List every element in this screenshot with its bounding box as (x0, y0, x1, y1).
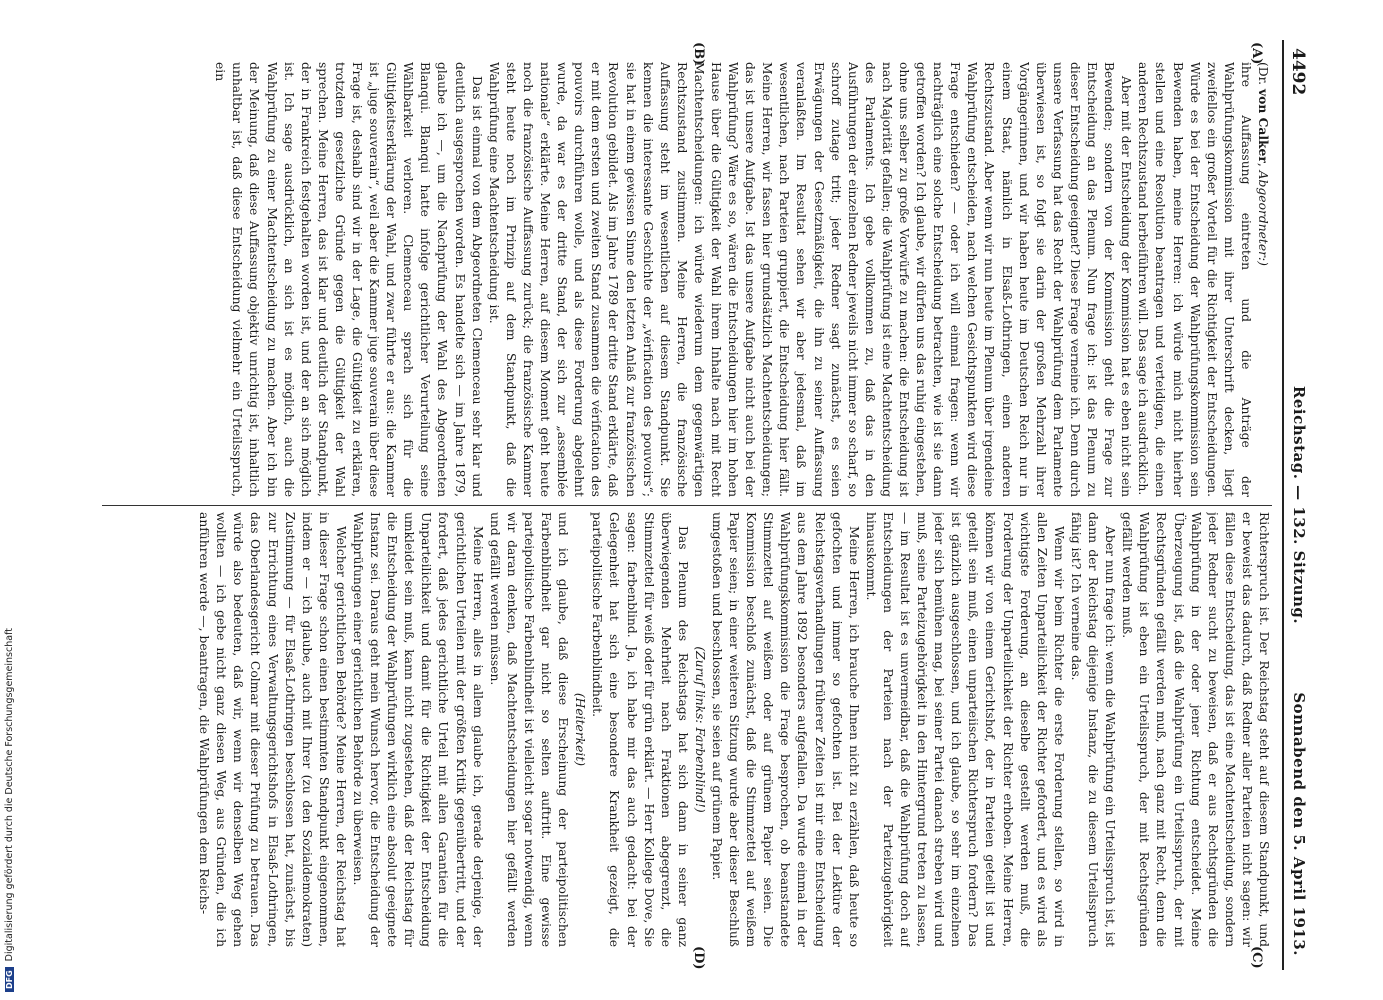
paragraph: Wenn wir beim Richter die erste Forderung stellen, so wird in allen Zeiten Unparteilichkeit der Richter gefordert, und es wird als wichtigste Forderung, an dieselbe gestellt werden muß, die Forderung der Unparteilichkeit der Richter erhoben. Meine Herren, können wir von einem Gerichtshof, der in Parteien geteilt ist und geteilt sein muß, einen unparteiischen Richterspruch fordern? Das ist gänzlich ausgeschlossen, und ich glaube, so sehr im einzelnen jeder sich bemühen mag, bei seiner Partei danach streben wird und muß, seine Parteizugehörigkeit in den Hintergrund treten zu lassen, — im Resultat ist es unvermeidbar, daß die Wahlprüfung doch auf Entscheidungen der Parteien nach der Parteizugehörigkeit hinauskommt. (863, 512, 1066, 947)
margin-mark-c: (C) (1249, 946, 1264, 969)
interjection: (Heiterkeit) (573, 692, 588, 767)
header-rule (1282, 40, 1284, 970)
paragraph: Meine Herren, ich brauche Ihnen nicht zu erzählen, daß heute so gefochten und immer so gefochten ist. Bei der Lektüre der Reichstagsverhandlungen früherer Zeiten ist mir eine Entscheidung aus dem Jahre 1892 besonders aufgefallen. Da wurde einmal in der Wahlprüfungskommission die Frage besprochen, ob beanstandete Stimmzettel auf weißem oder auf grünem Papier seien. Die Kommission beschloß zunächst, daß die Stimmzettel auf weißem Papier seien; in einer weiteren Sitzung wurde aber dieser Beschluß umgestoßen und beschlossen, sie seien auf grünem Papier. (710, 512, 861, 947)
paragraph: Meine Herren, alles in allem glaube ich, gerade derjenige, der gerichtlichen Urteilen mit der größten Kritik gegenübertritt, und der fordert, daß jedes gerichtliche Urteil mit allen Garantien für die Unparteilichkeit und damit für die Richtigkeit der Entscheidung umkleidet sein muß, kann nicht zugestehen, daß der Reichstag für die Entscheidung der Wahlprüfungen wirklich eine absolut geeignete Instanz sei. Daraus geht mein Wunsch hervor, die Entscheidung der Wahlprüfungen einer gerichtlichen Behörde zu überweisen. (351, 512, 485, 947)
credit-text: Digitalisierung gefördert durch die Deutsche Forschungsgemeinschaft (4, 628, 15, 962)
header-date: Sonnabend den 5. April 1913. (1290, 692, 1308, 956)
paragraph: Aber nun frage ich: wenn die Wahlprüfung ein Urteilsspruch ist, ist dann der Reichstag diejenige Instanz, die zu diesem Urteilsspruch fähig ist? Ich verneine das. (1068, 512, 1118, 947)
speaker-prefix: (Dr. (1256, 62, 1270, 86)
header-session-title: Reichstag. — 132. Sitzung. (1290, 385, 1308, 625)
digitization-credit (4, 92, 18, 992)
page-header (1282, 40, 1316, 970)
column-divider (102, 505, 1272, 506)
margin-mark-a: (A) (1249, 42, 1264, 65)
speaker-role: Abgeordneter:) (1256, 170, 1270, 266)
paragraph: und ich glaube, daß diese Erscheinung der parteipolitischen Farbenblindheit gar nicht so selten auftritt. Eine gewisse parteipolitische Farbenblindheit ist vielleicht sogar notwendig, wenn wir daran denken, daß Machtentscheidungen hier gefällt werden und gefällt werden müssen. (487, 512, 571, 947)
right-text-column (102, 512, 1272, 947)
margin-mark-b: (B) (691, 42, 706, 66)
paragraph: Das ist einmal von dem Abgeordneten Clemenceau sehr klar und deutlich ausgesprochen worden. Es handelte sich — im Jahre 1879, glaube ich —, um die Nachprüfung der Wahl des Abgeordneten Blanqui. Blanqui hatte infolge gerichtlicher Verurteilung seine Wählbarkeit verloren. Clemenceau sprach sich für die Gültigkeitserklärung der Wahl, und zwar führte er aus: die Kammer ist „juge souverain“, weil aber die Kammer juge souverain über diese Frage ist, deshalb sind wir in der Lage, die Gültigkeit zu erklären, trotzdem gesetzliche Gründe gegen die Gültigkeit der Wahl sprechen. Meine Herren, das ist klar und deutlich der Standpunkt, der in Frankreich festgehalten worden ist, und der an sich möglich ist. Ich sage ausdrücklich, an sich ist es möglich, auch die Wahlprüfung zu einer Machtentscheidung zu machen. Aber ich bin der Meinung, daß diese Auffassung objektiv unrichtig ist, inhaltlich unhaltbar ist, daß diese Entscheidung vielmehr ein Urteilsspruch, ein (213, 62, 484, 497)
paragraph: Welcher gerichtlichen Behörde? Meine Herren, der Reichstag hat in dieser Frage schon einen bestimmten Standpunkt eingenommen, indem er — ich glaube, auch mit Ihrer (zu den Sozialdemokraten) Zustimmung — für Elsaß-Lothringen beschlossen hat, zunächst, bis zur Errichtung eines Verwaltungsgerichtshofs in Elsaß-Lothringen, das Oberlandesgericht Colmar mit dieser Prüfung zu betrauen. Das würde also bedeuten, daß wir, wenn wir denselben Weg gehen wollten — ich gebe nicht ganz diesen Weg, aus Gründen, die ich anführen werde —, beantragen, die Wahlprüfungen dem Reichs- (197, 512, 348, 947)
left-text-column (102, 62, 1272, 497)
interjection: (Zuruf links: Farbenblind!) (692, 646, 707, 813)
paragraph: ihre Auffassung eintreten und die Anträge der Wahlprüfungskommission mit ihrer Unterschrift decken, liegt zweifellos ein großer Vorteil für die Richtigkeit der Entscheidungen. Würde es bei der Entscheidung der Wahlprüfungskommission sein Bewenden haben, meine Herren: ich würde mich nicht hierher stellen und eine Resolution beantragen und verteidigen, die einen anderen Rechtszustand herbeiführen will. Das sage ich ausdrücklich. (1136, 62, 1253, 497)
page-number: 4492 (1288, 48, 1308, 96)
paragraph: Das Plenum des Reichstags hat sich dann in seiner ganz überwiegenden Mehrheit nach Fraktionen abgegrenzt, die Stimmzettel für weiß oder für grün erklärt. — Herr Kollege Dove, Sie sagen: farbenblind. Ja, ich habe mir das auch gedacht: bei der Gelegenheit hat sich eine besondere Krankheit gezeigt, die parteipolitische Farbenblindheit. (590, 512, 690, 947)
margin-mark-d: (D) (691, 946, 706, 970)
dfg-logo: DFG (5, 967, 14, 992)
rotated-newspaper-page (76, 40, 1316, 970)
speaker-line: (Dr. von Calker, Abgeordneter:) (1256, 62, 1271, 266)
speaker-name: von Calker (1256, 89, 1271, 163)
paragraph: Aber mit der Entscheidung der Kommission hat es eben nicht sein Bewenden; sondern von der Kommission geht die Frage zur Entscheidung an das Plenum. Nun frage ich: ist das Plenum zu dieser Entscheidung geeignet? Diese Frage verneine ich. Denn durch unsere Verfassung hat das Recht der Wahlprüfung dem Parlamente überwiesen ist, so folgt sie darin der großen Mehrzahl ihrer Vorgängerinnen, und wir haben heute im Deutschen Reich nur in einem Staat, nämlich in Elsaß-Lothringen, einen anderen Rechtszustand. Aber wenn wir nun heute im Plenum über irgendeine Wahlprüfung entscheiden, nach welchen Gesichtspunkten wird diese Frage entschieden? — oder ich will einmal fragen: wenn wir nachträglich eine solche Entscheidung betrachten, wie ist sie dann getroffen worden? Ich glaube, wir dürfen uns das ruhig eingestehen, ohne uns selber zu große Vorwürfe zu machen: die Entscheidung ist nach Majorität gefallen; die Wahlprüfung ist eine Machtentscheidung des Parlaments. Ich gebe vollkommen zu, daß das in den Ausführungen der einzelnen Redner jeweils nicht immer so scharf, so schroff zutage tritt; jeder Redner sagt zunächst, es seien Erwägungen der Gesetzmäßigkeit, die ihn zu seiner Auffassung veranlaßten. Im Resultat sehen wir aber jedesmal, daß im wesentlichen, nach Parteien gruppiert, die Entscheidung hier fällt. Meine Herren, wir fassen hier grundsätzlich Machtentscheidungen; das ist unsere Aufgabe. Ist das unsere Aufgabe nicht auch bei der Wahlprüfung? Wäre es so, wären die Entscheidungen hier im hohen Hause über die Gültigkeit der Wahl ihrem Inhalte nach mit Recht Machtentscheidungen: ich würde wiederum dem gegenwärtigen Rechtszustand zustimmen. Meine Herren, die französische Auffassung steht im wesentlichen auf diesem Standpunkt. Sie kennen die interessante Geschichte der „vérification des pouvoirs“; sie hat in einem gewissen Sinne den letzten Anlaß zur französischen Revolution gebildet. Als im Jahre 1789 der dritte Stand erklärte, daß er mit dem ersten und zweiten Stand zusammen die vérification des pouvoirs durchführen wolle, und als diese Forderung abgelehnt wurde, da war es der dritte Stand, der sich zur „assemblée nationale“ erklärte. Meine Herren, auf diesem Moment geht heute noch die französische Auffassung zurück; die französische Kammer steht heute noch im Prinzip auf dem Standpunkt, daß die Wahlprüfung eine Machtentscheidung ist. (486, 62, 1134, 497)
paragraph: Richterspruch ist. Der Reichstag steht auf diesem Standpunkt, und er beweist das dadurch, daß Redner aller Parteien nicht sagen: wir fällen diese Entscheidung, das ist eine Machtentscheidung, sondern jeder Redner sucht zu beweisen, daß er aus Rechtsgründen die Wahlprüfung in der oder jener Richtung entscheidet. Meine Überzeugung ist, daß die Wahlprüfung ein Urteilsspruch, der mit Rechtsgründen gefällt werden muß, nach ganz mit Recht, denn die Wahlprüfung ist eben ein Urteilsspruch, der mit Rechtsgründen gefällt werden muß. (1120, 512, 1271, 947)
